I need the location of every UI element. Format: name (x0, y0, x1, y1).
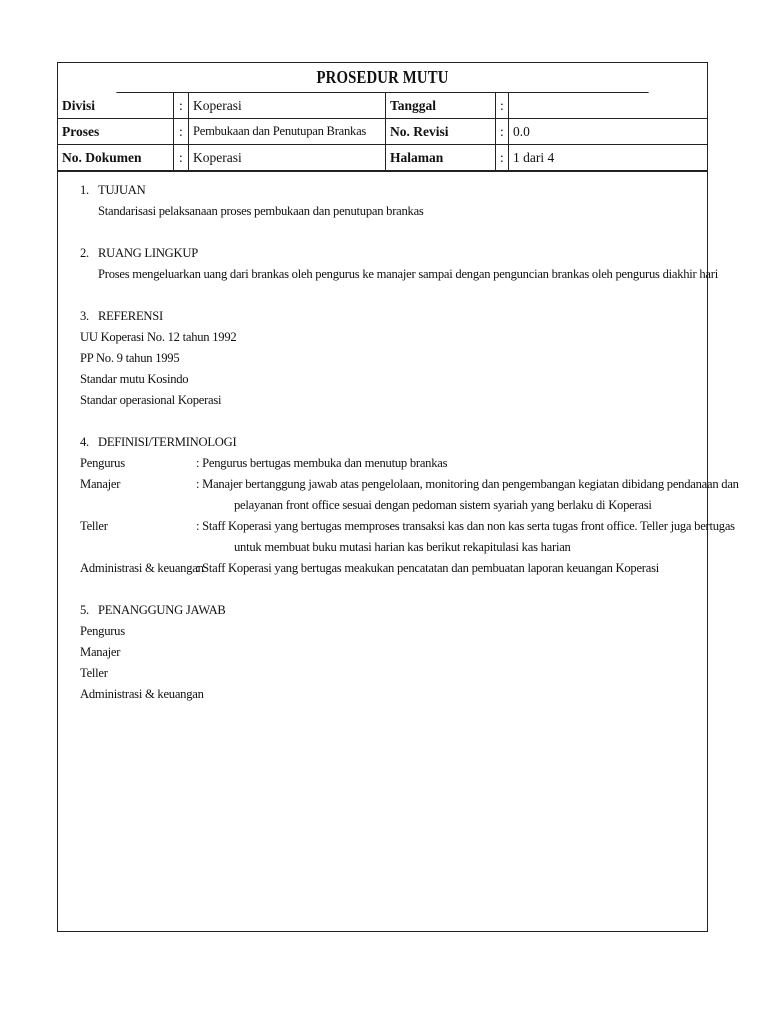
definition-row (80, 516, 735, 558)
value-divisi: Koperasi (189, 93, 386, 118)
section-heading (80, 306, 701, 327)
definition-text: : Staff Koperasi yang bertugas meakukan pencatatan dan pembuatan laporan keuangan Koperasi (196, 561, 659, 575)
definition-row (80, 558, 701, 579)
value-no-dokumen: Koperasi (189, 145, 386, 170)
definition-desc (196, 558, 701, 579)
definition-term: Manajer (80, 477, 121, 491)
definition-term: Pengurus (80, 456, 125, 470)
reference-item: PP No. 9 tahun 1995 (80, 351, 180, 365)
section-heading (80, 432, 701, 453)
definition-text: : Manajer bertanggung jawab atas pengelolaan, monitoring dan pengembangan kegiatan dibidang pendanaan dan (196, 477, 739, 491)
section-tujuan (80, 180, 701, 222)
document-title: PROSEDUR MUTU (116, 63, 648, 93)
label-no-revisi: No. Revisi (386, 119, 496, 144)
label-no-dokumen: No. Dokumen (58, 145, 174, 170)
reference-item: UU Koperasi No. 12 tahun 1992 (80, 330, 237, 344)
section-title: DEFINISI/TERMINOLOGI (98, 435, 237, 449)
separator: : (174, 93, 189, 118)
responsible-item: Manajer (80, 645, 121, 659)
definition-continuation: untuk membuat buku mutasi harian kas berikut rekapitulasi kas harian (234, 540, 571, 554)
value-halaman: 1 dari 4 (513, 150, 555, 165)
section-number: 4. (80, 435, 89, 449)
label-tanggal: Tanggal (386, 93, 496, 118)
separator: : (496, 93, 509, 118)
definition-desc (196, 474, 739, 516)
section-heading (80, 600, 701, 621)
section-ruang-lingkup (80, 243, 718, 285)
section-number: 1. (80, 183, 89, 197)
reference-item: Standar operasional Koperasi (80, 393, 222, 407)
value-no-revisi: 0.0 (513, 124, 530, 139)
document-page (57, 62, 739, 932)
document-content (80, 180, 739, 726)
section-heading (80, 180, 701, 201)
responsible-item: Administrasi & keuangan (80, 687, 204, 701)
header-row-divisi (58, 93, 707, 119)
section-title: RUANG LINGKUP (98, 246, 198, 260)
definition-desc (196, 516, 735, 558)
definition-term: Administrasi & keuangan (80, 561, 204, 575)
definition-desc (196, 453, 701, 474)
definition-term: Teller (80, 519, 108, 533)
section-title: TUJUAN (98, 183, 146, 197)
section-number: 3. (80, 309, 89, 323)
definition-continuation: pelayanan front office sesuai dengan pedoman sistem syariah yang berlaku di Koperasi (234, 498, 652, 512)
header-row-no-dokumen (58, 145, 707, 170)
definition-text: : Pengurus bertugas membuka dan menutup brankas (196, 456, 448, 470)
label-divisi: Divisi (58, 93, 174, 118)
section-penanggung-jawab (80, 600, 701, 705)
section-number: 2. (80, 246, 89, 260)
value-proses: Pembukaan dan Penutupan Brankas (189, 119, 386, 144)
reference-item: Standar mutu Kosindo (80, 372, 189, 386)
definition-text: : Staff Koperasi yang bertugas memproses transaksi kas dan non kas serta tugas front office. Teller juga bertugas (196, 519, 735, 533)
section-title: REFERENSI (98, 309, 163, 323)
separator: : (174, 145, 189, 170)
value-tanggal (509, 93, 707, 118)
section-text: Proses mengeluarkan uang dari brankas oleh pengurus ke manajer sampai dengan penguncian brankas oleh pengurus diakhir hari (98, 267, 718, 281)
separator: : (496, 119, 509, 144)
separator: : (174, 119, 189, 144)
section-definisi (80, 432, 739, 579)
header-row-proses (58, 119, 707, 145)
section-heading (80, 243, 701, 264)
section-number: 5. (80, 603, 89, 617)
section-text: Standarisasi pelaksanaan proses pembukaan dan penutupan brankas (98, 204, 424, 218)
section-title: PENANGGUNG JAWAB (98, 603, 226, 617)
section-referensi (80, 306, 701, 411)
definition-row (80, 453, 701, 474)
label-halaman: Halaman (386, 145, 496, 170)
label-proses: Proses (58, 119, 174, 144)
definition-row (80, 474, 739, 516)
responsible-item: Pengurus (80, 624, 125, 638)
document-body (57, 170, 739, 932)
header-table (57, 62, 708, 171)
responsible-item: Teller (80, 666, 108, 680)
separator: : (496, 145, 509, 170)
